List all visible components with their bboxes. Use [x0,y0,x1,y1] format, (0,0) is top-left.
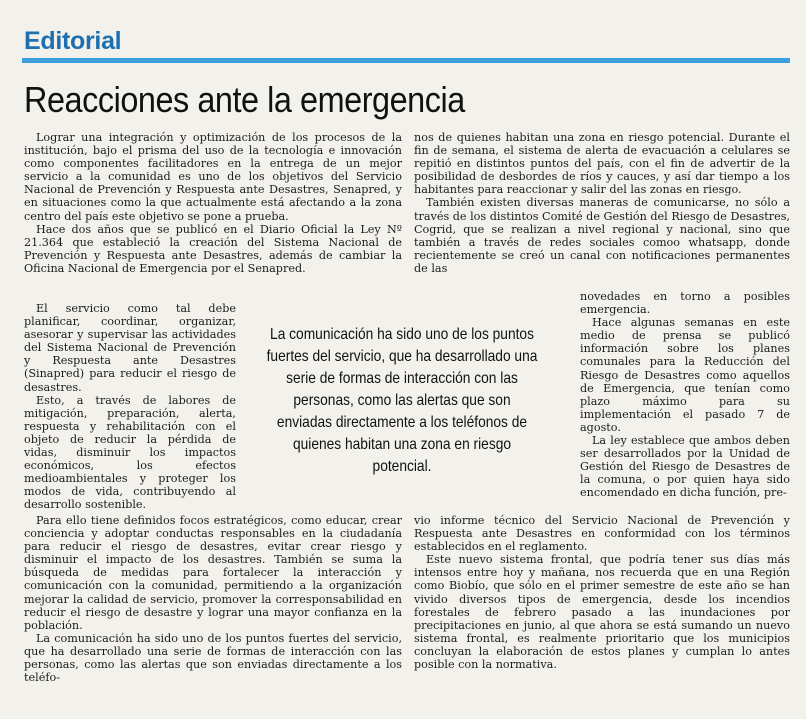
article-col1-narrow [24,302,236,512]
paragraph: El servicio como tal debe planificar, coordinar, organizar, asesorar y supervisar las actividades del Sistema Nacional de Prevención y Respuesta ante Desastres (Sinapred) para reducir el riesgo de desastres. [24,302,236,394]
paragraph: La comunicación ha sido uno de los puntos fuertes del servicio, que ha desarrollado una serie de formas de interacción con las personas, como las alertas que son enviadas directamente a los teléfo- [24,631,402,685]
article-col2-top [414,131,790,275]
section-rule [22,58,790,63]
paragraph: Hace algunas semanas en este medio de prensa se publicó información sobre los planes comunales para la Reducción del Riesgo de Desastres como aquellos de Emergencia, que tenían como plazo máximo para su implementación el pasado 7 de agosto. [580,316,790,434]
paragraph: Para ello tiene definidos focos estratégicos, como educar, crear conciencia y adoptar conductas responsables en la ciudadanía para reducir el riesgo de desastres, evitar crear riesgo y disminuir el impacto de los desastres. También se suma la búsqueda de medidas para fortalecer la interacción y comunicación con la comunidad, permitiendo a la organización mejorar la calidad de servicio, promover la corresponsabilidad en reducir el riesgo de desastre y lograr una mayor confianza en la población. [24,514,402,632]
paragraph: Esto, a través de labores de mitigación, preparación, alerta, respuesta y rehabilitación con el objeto de reducir la pérdida de vidas, disminuir los impactos económicos, los efectos medioambientales y proteger los modos de vida, contribuyendo al desarrollo sostenible. [24,393,236,512]
headline: Reacciones ante la emergencia [24,79,465,120]
paragraph: vio informe técnico del Servicio Nacional de Prevención y Respuesta ante Desastres en conformidad con los términos establecidos en el reglamento. [414,514,790,554]
section-label: Editorial [24,27,122,55]
paragraph: Hace dos años que se publicó en el Diario Oficial la Ley Nº 21.364 que estableció la creación del Sistema Nacional de Prevención y Respuesta ante Desastres, además de cambiar la Oficina Nacional de Emergencia por el Senapred. [24,222,402,275]
pull-quote: La comunicación ha sido uno de los puntos fuertes del servicio, que ha desarrollado una serie de formas de interacción con las personas, como las alertas que son enviadas directamente a los teléfonos de quienes habitan una zona en riesgo potencial. [266,326,538,475]
article-col2-bottom [414,514,790,671]
article-col1-bottom [24,514,402,684]
article-col2-narrow [580,290,790,500]
article-col1-top [24,131,402,275]
paragraph: También existen diversas maneras de comunicarse, no sólo a través de los distintos Comité de Gestión del Riesgo de Desastres, Cogrid, que se realizan a nivel regional y nacional, sino que también a través de redes sociales comoo whatsapp, donde recientemente se creó un canal con notificaciones permanentes de las [414,196,790,275]
paragraph: Este nuevo sistema frontal, que podría tener sus días más intensos entre hoy y mañana, nos recuerda que en una Región como Biobío, que sólo en el primer semestre de este año se han vivido diversos tipos de emergencia, desde los incendios forestales de febrero pasado a las inundaciones por precipitaciones en junio, al que ahora se está sumando un nuevo sistema frontal, es realmente prioritario que los municipios concluyan la elaboración de estos planes y cumplan lo antes posible con la normativa. [414,553,790,672]
paragraph: novedades en torno a posibles emergencia. [580,290,790,317]
paragraph: nos de quienes habitan una zona en riesgo potencial. Durante el fin de semana, el sistema de alerta de evacuación a celulares se repitió en distintos puntos del país, con el fin de advertir de la posibilidad de desbordes de ríos y cauces, y así dar tiempo a los habitantes para reaccionar y salir del las zonas en riesgo. [414,131,790,197]
paragraph: La ley establece que ambos deben ser desarrollados por la Unidad de Gestión del Riesgo de Desastres de la comuna, o por quien haya sido encomendado en dicha función, pre- [580,434,790,500]
pull-quote-box [244,305,560,497]
paragraph: Lograr una integración y optimización de los procesos de la institución, bajo el prisma del uso de la tecnología e innovación como componentes facilitadores en la entrega de un mejor servicio a la comunidad es uno de los objetivos del Servicio Nacional de Prevención y Respuesta ante Desastres, Senapred, y en situaciones como la que actualmente está afectando a la zona centro del país este objetivo se pone a prueba. [24,131,402,223]
